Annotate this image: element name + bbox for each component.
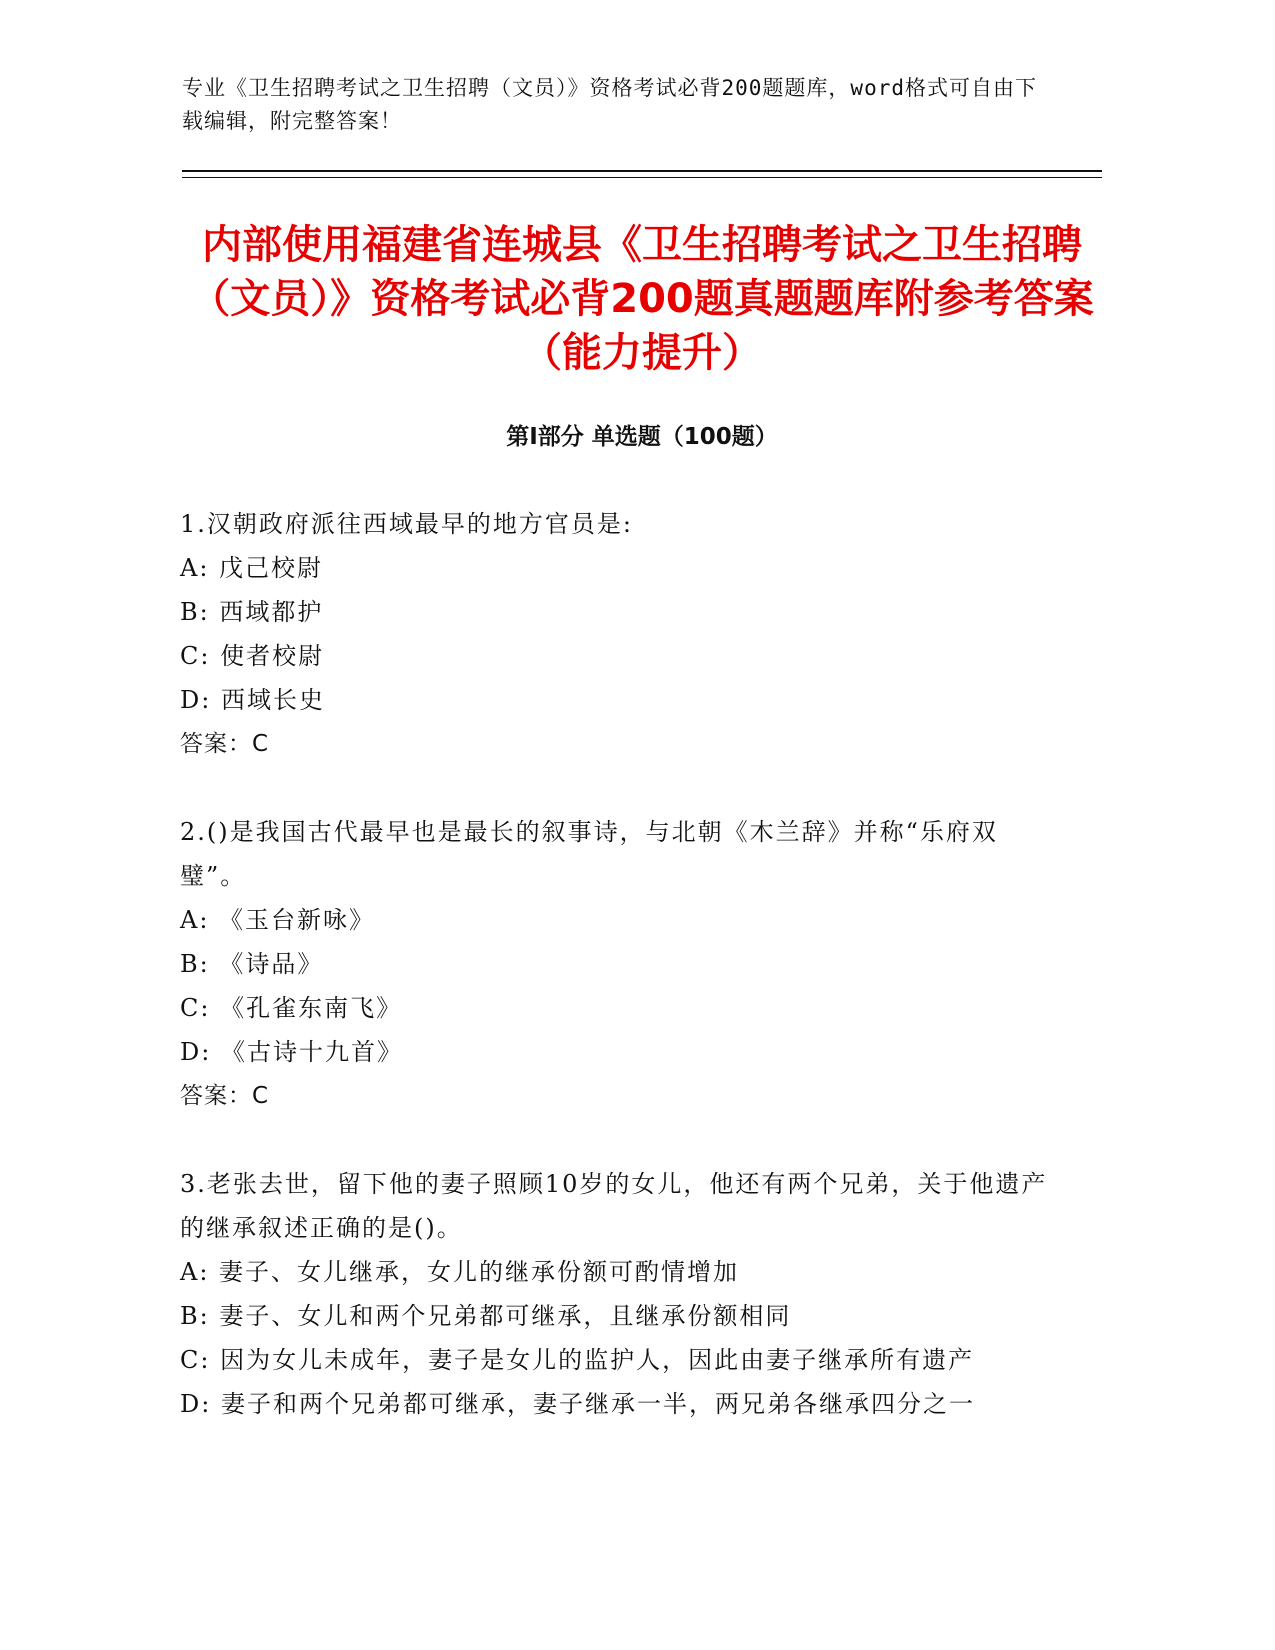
- question-stem: 2.()是我国古代最早也是最长的叙事诗，与北朝《木兰辞》并称“乐府双璧”。: [180, 818, 998, 890]
- option-c: C: 使者校尉: [180, 642, 325, 670]
- question-2: [180, 810, 1060, 1118]
- header-divider-thick: [182, 170, 1102, 172]
- question-1: [180, 502, 1060, 766]
- option-a: A: 《玉台新咏》: [180, 906, 376, 934]
- option-b: B: 妻子、女儿和两个兄弟都可继承，且继承份额相同: [180, 1302, 792, 1330]
- question-stem: 3.老张去世，留下他的妻子照顾10岁的女儿，他还有两个兄弟，关于他遗产的继承叙述正确的是()。: [180, 1170, 1048, 1242]
- option-d: D: 西域长史: [180, 686, 325, 714]
- question-list: [180, 502, 1060, 1470]
- option-c: C: 因为女儿未成年，妻子是女儿的监护人，因此由妻子继承所有遗产: [180, 1346, 975, 1374]
- option-b: B: 西域都护: [180, 598, 324, 626]
- option-d: D: 妻子和两个兄弟都可继承，妻子继承一半，两兄弟各继承四分之一: [180, 1390, 975, 1418]
- document-title: 内部使用福建省连城县《卫生招聘考试之卫生招聘（文员）》资格考试必背200题真题题库附参考答案（能力提升）: [190, 222, 1094, 376]
- option-a: A: 妻子、女儿继承，女儿的继承份额可酌情增加: [180, 1258, 740, 1286]
- option-c: C: 《孔雀东南飞》: [180, 994, 403, 1022]
- question-stem: 1.汉朝政府派往西域最早的地方官员是:: [180, 510, 633, 538]
- answer: 答案：C: [180, 1083, 270, 1109]
- option-d: D: 《古诗十九首》: [180, 1038, 403, 1066]
- header-divider-thin: [182, 177, 1102, 178]
- option-b: B: 《诗品》: [180, 950, 324, 978]
- header-note: 专业《卫生招聘考试之卫生招聘（文员）》资格考试必背200题题库，word格式可自由下载编辑，附完整答案！: [182, 76, 1037, 133]
- question-3: [180, 1162, 1060, 1426]
- answer: 答案：C: [180, 731, 270, 757]
- section-title: 第Ⅰ部分 单选题（100题）: [506, 424, 778, 450]
- option-a: A: 戊己校尉: [180, 554, 324, 582]
